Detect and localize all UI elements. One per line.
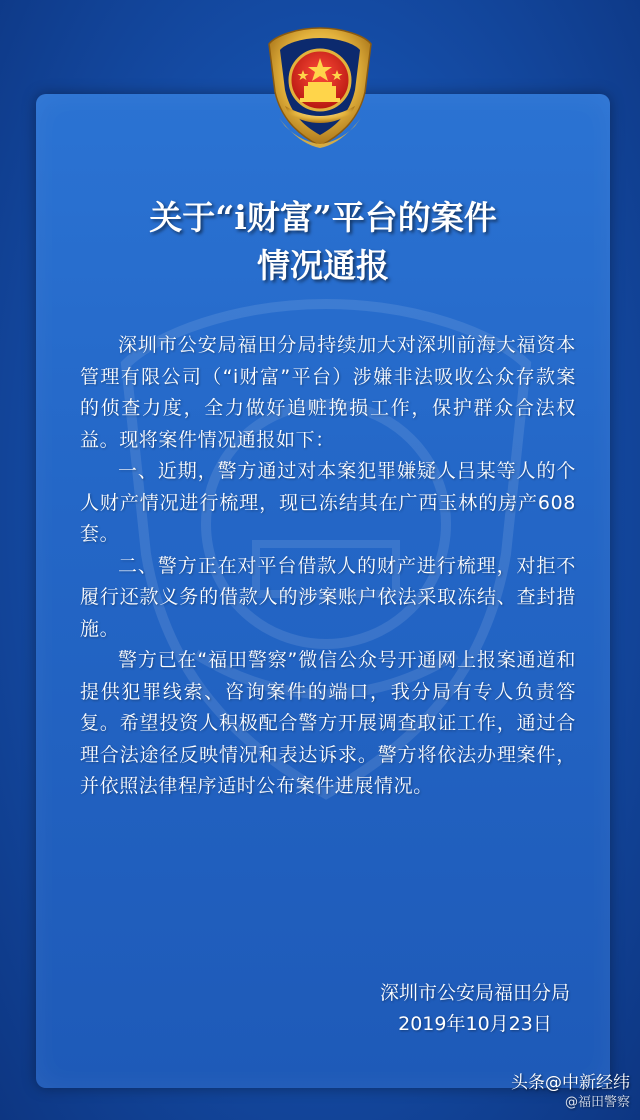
issue-date: 2019年10月23日 bbox=[398, 1013, 552, 1035]
notice-title-line-2: 情况通报 bbox=[257, 246, 389, 285]
police-emblem-icon bbox=[255, 22, 385, 154]
notice-paragraph: 深圳市公安局福田分局持续加大对深圳前海大福资本管理有限公司（“i财富”平台）涉嫌非法吸收公众存款案的侦查力度，全力做好追赃挽损工作，保护群众合法权益。现将案件情况通报如下： bbox=[80, 334, 576, 451]
notice-title-line-1: 关于“i财富”平台的案件 bbox=[149, 198, 497, 237]
notice-signature bbox=[380, 978, 570, 1040]
notice-paragraph: 一、近期，警方通过对本案犯罪嫌疑人吕某等人的个人财产情况进行梳理，现已冻结其在广西玉林的房产608套。 bbox=[80, 460, 576, 545]
source-watermark-line-2: @福田警察 bbox=[564, 1095, 630, 1110]
notice-panel bbox=[36, 94, 610, 1088]
source-watermark-line-1: 头条@中新经纬 bbox=[511, 1073, 630, 1093]
notice-paragraph: 二、警方正在对平台借款人的财产进行梳理，对拒不履行还款义务的借款人的涉案账户依法采取冻结、查封措施。 bbox=[80, 554, 576, 640]
notice-body bbox=[80, 330, 576, 803]
notice-paragraph: 警方已在“福田警察”微信公众号开通网上报案通道和提供犯罪线索、咨询案件的端口，我分局有专人负责答复。希望投资人积极配合警方开展调查取证工作，通过合理合法途径反映情况和表达诉求。警方将依法办理案件，并依照法律程序适时公布案件进展情况。 bbox=[80, 649, 576, 797]
notice-title bbox=[36, 194, 610, 290]
issuer-name: 深圳市公安局福田分局 bbox=[379, 982, 570, 1004]
source-watermark bbox=[511, 1074, 630, 1112]
